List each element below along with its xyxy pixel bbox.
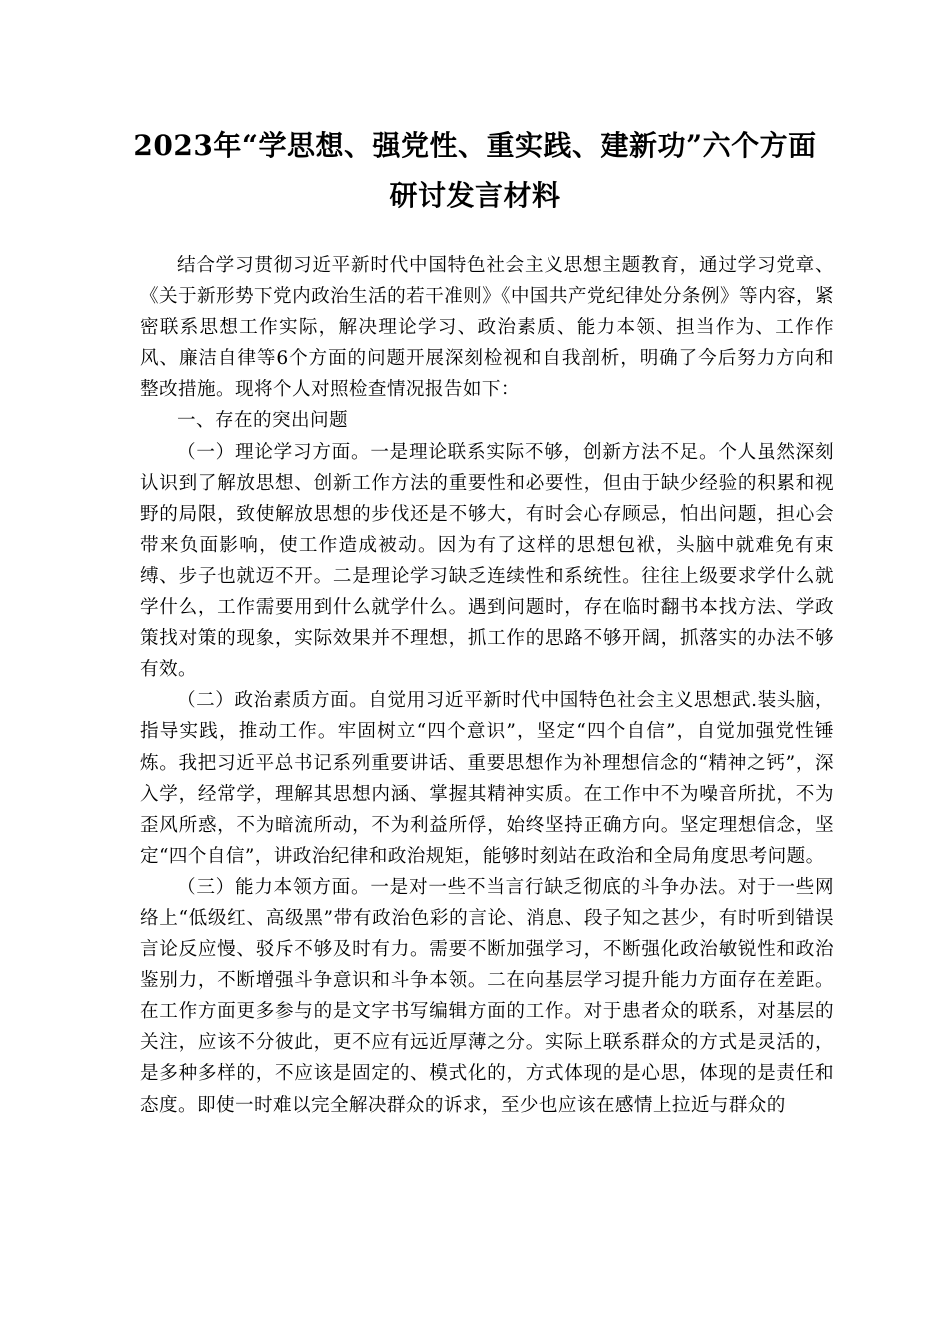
section-heading: 一、存在的突出问题	[177, 410, 348, 432]
theory-study-paragraph: （一）理论学习方面。一是理论联系实际不够，创新方法不足。个人虽然深刻认识到了解放思想、创新工作方法的重要性和必要性，但由于缺少经验的积累和视野的局限，致使解放思想的步伐还是不够大，有时会心存顾忌，怕出问题，担心会带来负面影响，使工作造成被动。因为有了这样的思想包袱，头脑中就难免有束缚、步子也就迈不开。二是理论学习缺乏连续性和系统性。往往上级要求学什么就学什么，工作需要用到什么就学什么。遇到问题时，存在临时翻书本找方法、学政策找对策的现象，实际效果并不理想，抓工作的思路不够开阔，抓落实的办法不够有效。	[140, 441, 834, 681]
ability-paragraph: （三）能力本领方面。一是对一些不当言行缺乏彻底的斗争办法。对于一些网络上“低级红、高级黑”带有政治色彩的言论、消息、段子知之甚少，有时听到错误言论反应慢、驳斥不够及时有力。需要不断加强学习，不断强化政治敏锐性和政治鉴别力，不断增强斗争意识和斗争本领。二在向基层学习提升能力方面存在差距。在工作方面更多参与的是文字书写编辑方面的工作。对于患者众的联系，对基层的关注，应该不分彼此，更不应有远近厚薄之分。实际上联系群众的方式是灵活的，是多种多样的，不应该是固定的、模式化的，方式体现的是心思，体现的是责任和态度。即使一时难以完全解决群众的诉求，至少也应该在感情上拉近与群众的	[140, 876, 834, 1116]
political-quality-paragraph: （二）政治素质方面。自觉用习近平新时代中国特色社会主义思想武.装头脑，指导实践，推动工作。牢固树立“四个意识”，坚定“四个自信”，自觉加强党性锤炼。我把习近平总书记系列重要讲话、重要思想作为补理想信念的“精神之钙”，深入学，经常学，理解其思想内涵、掌握其精神实质。在工作中不为噪音所扰，不为歪风所惑，不为暗流所动，不为利益所俘，始终坚持正确方向。坚定理想信念，坚定“四个自信”，讲政治纪律和政治规矩，能够时刻站在政治和全局角度思考问题。	[140, 690, 834, 867]
document-title-line1: 2023年“学思想、强党性、重实践、建新功”六个方面	[133, 129, 817, 162]
document-title-line2: 研讨发言材料	[389, 179, 561, 212]
document-body	[140, 250, 834, 1121]
intro-paragraph: 结合学习贯彻习近平新时代中国特色社会主义思想主题教育，通过学习党章、《关于新形势下党内政治生活的若干准则》《中国共产党纪律处分条例》等内容，紧密联系思想工作实际，解决理论学习、政治素质、能力本领、担当作为、工作作风、廉洁自律等6个方面的问题开展深刻检视和自我剖析，明确了今后努力方向和整改措施。现将个人对照检查情况报告如下：	[140, 255, 834, 401]
